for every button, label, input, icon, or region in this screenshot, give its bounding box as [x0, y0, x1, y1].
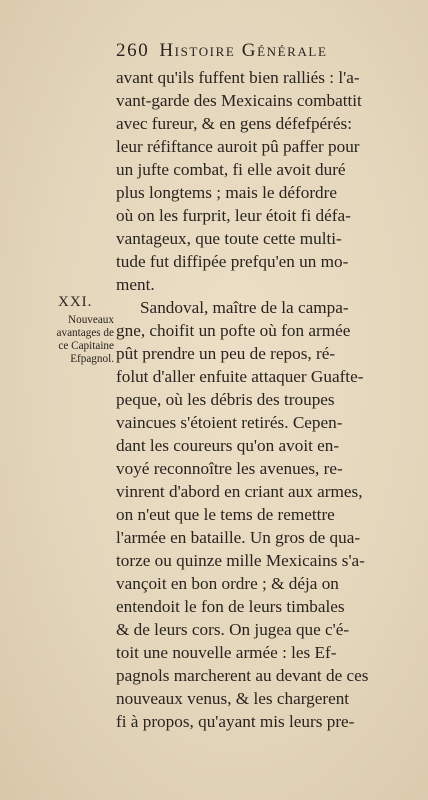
text-line: avec fureur, & en gens défefpérés:	[116, 114, 352, 133]
text-line: vinrent d'abord en criant aux armes,	[116, 482, 363, 501]
text-line: toit une nouvelle armée : les Ef-	[116, 643, 337, 662]
page-number: 260	[116, 40, 150, 61]
text-line: pût prendre un peu de repos, ré-	[116, 344, 336, 363]
text-line: où on les furprit, leur étoit fi défa-	[116, 206, 351, 225]
text-line: pagnols marcherent au devant de ces	[116, 666, 369, 685]
text-line: vant-garde des Mexicains combattit	[116, 91, 362, 110]
text-line: tude fut diffipée prefqu'en un mo-	[116, 252, 349, 271]
margin-note	[8, 314, 114, 366]
margin-note-line: avantages de	[56, 327, 114, 339]
margin-note-line: Efpagnol.	[70, 353, 114, 365]
text-line: nouveaux venus, & les chargerent	[116, 689, 350, 708]
text-line: leur réfiftance auroit pû paffer pour	[116, 137, 360, 156]
section-number: XXI.	[58, 294, 93, 310]
text-line: vaincues s'étoient retirés. Cepen-	[116, 413, 343, 432]
text-line: vançoit en bon ordre ; & déja on	[116, 574, 339, 593]
text-line: on n'eut que le tems de remettre	[116, 505, 335, 524]
text-line: ment.	[116, 275, 155, 294]
paragraph-start-line: Sandoval, maître de la campa-	[140, 298, 349, 317]
text-line: avant qu'ils fuffent bien ralliés : l'a-	[116, 68, 360, 87]
text-line: peque, où les débris des troupes	[116, 390, 335, 409]
text-line: & de leurs cors. On jugea que c'é-	[116, 620, 350, 639]
running-title: Histoire Générale	[159, 40, 328, 61]
body-text	[116, 66, 406, 733]
text-line: torze ou quinze mille Mexicains s'a-	[116, 551, 365, 570]
text-line: l'armée en bataille. Un gros de qua-	[116, 528, 361, 547]
text-line: dant les coureurs qu'on avoit en-	[116, 436, 340, 455]
text-line: entendoit le fon de leurs timbales	[116, 597, 345, 616]
margin-note-line: ce Capitaine	[58, 340, 114, 352]
text-line: fi à propos, qu'ayant mis leurs pre-	[116, 712, 355, 731]
text-line: plus longtems ; mais le défordre	[116, 183, 338, 202]
running-header	[116, 40, 406, 64]
text-line: gne, choifit un pofte où fon armée	[116, 321, 351, 340]
text-line: vantageux, que toute cette multi-	[116, 229, 342, 248]
text-line: voyé reconnoître les avenues, re-	[116, 459, 343, 478]
margin-note-line: Nouveaux	[68, 314, 114, 326]
text-line: folut d'aller enfuite attaquer Guafte-	[116, 367, 364, 386]
text-line: un jufte combat, fi elle avoit duré	[116, 160, 346, 179]
